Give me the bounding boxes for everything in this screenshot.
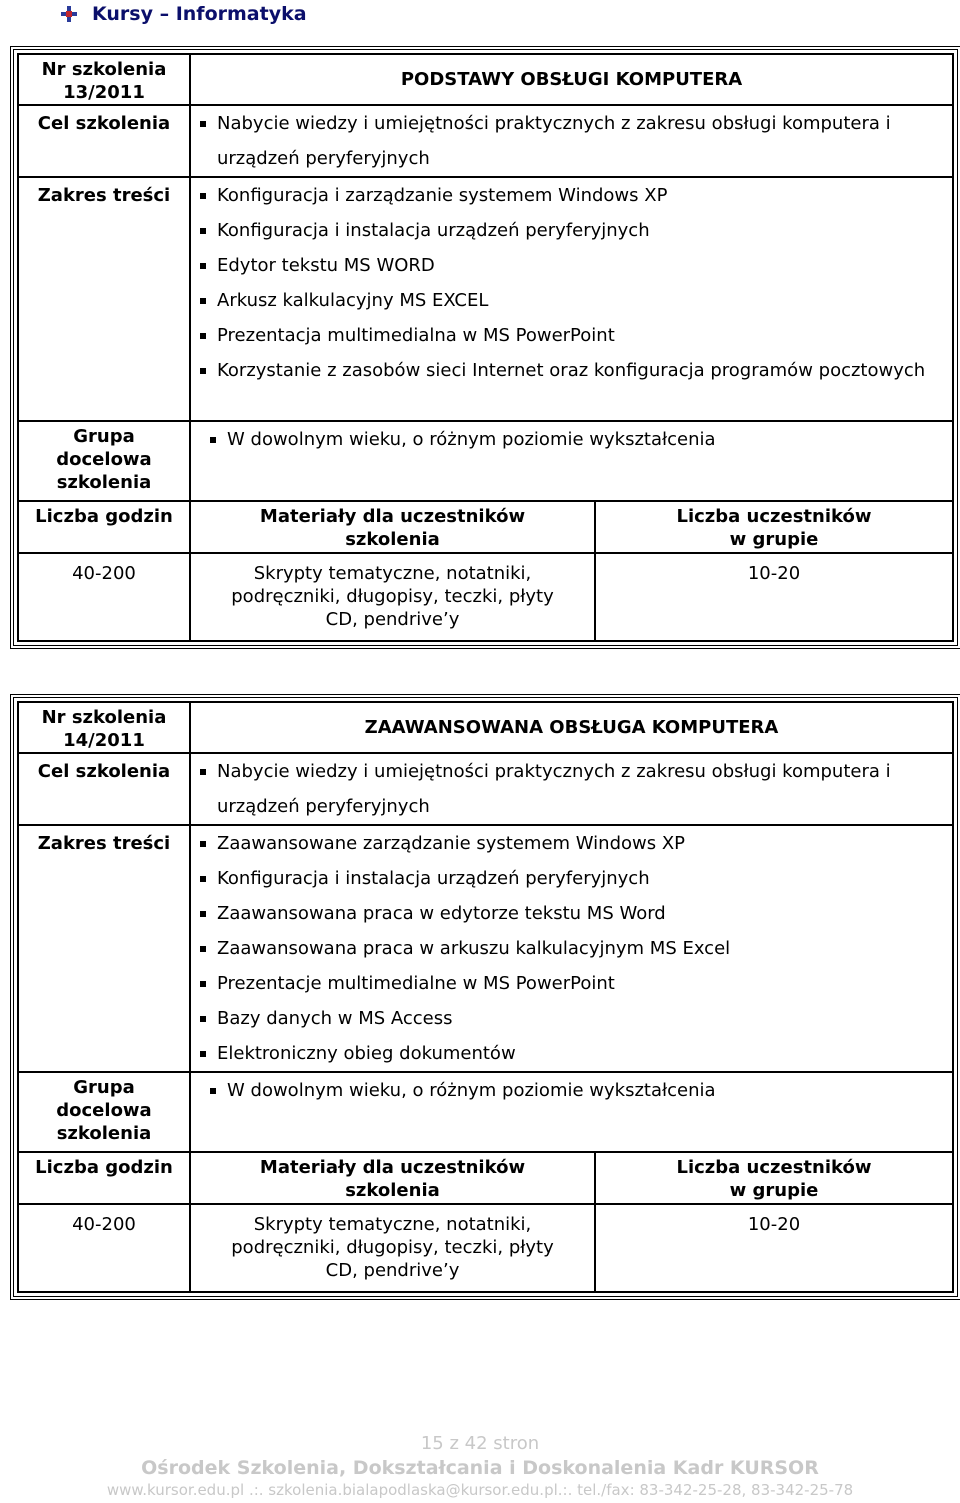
course-title: ZAAWANSOWANA OBSŁUGA KOMPUTERA (190, 702, 953, 753)
godziny-label: Liczba godzin (18, 501, 190, 553)
cel-item: Nabycie wiedzy i umiejętności praktycznych z zakresu obsługi komputera i urządzeń peryferyjnych (217, 106, 948, 176)
course-table-1 (10, 46, 960, 649)
zakres-item: Korzystanie z zasobów sieci Internet oraz konfiguracja programów pocztowych (217, 353, 948, 388)
grupa-cell (190, 421, 953, 501)
grupa-cell (190, 1072, 953, 1152)
uczestnicy-label: Liczba uczestników w grupie (595, 1152, 953, 1204)
nr-value: 14/2011 (63, 730, 145, 751)
zakres-label: Zakres treści (18, 825, 190, 1072)
zakres-item: Zaawansowane zarządzanie systemem Windows XP (217, 826, 948, 861)
page-number: 15 z 42 stron (420, 1433, 540, 1454)
zakres-cell (190, 177, 953, 421)
grupa-label: Grupa docelowa szkolenia (18, 421, 190, 501)
grupa-item: W dowolnym wieku, o różnym poziomie wykształcenia (227, 1073, 948, 1108)
zakres-item: Edytor tekstu MS WORD (217, 248, 948, 283)
godziny-value: 40-200 (18, 1204, 190, 1292)
nr-cell (18, 702, 190, 753)
materialy-value: Skrypty tematyczne, notatniki, podręczniki, długopisy, teczki, płyty CD, pendrive’y (190, 1204, 595, 1292)
plus-bullet-icon (60, 5, 78, 23)
zakres-label: Zakres treści (18, 177, 190, 421)
zakres-item: Bazy danych w MS Access (217, 1001, 948, 1036)
zakres-item: Prezentacje multimedialne w MS PowerPoint (217, 966, 948, 1001)
zakres-item: Konfiguracja i instalacja urządzeń peryferyjnych (217, 213, 948, 248)
cel-item: Nabycie wiedzy i umiejętności praktycznych z zakresu obsługi komputera i urządzeń peryferyjnych (217, 754, 948, 824)
zakres-item: Konfiguracja i zarządzanie systemem Windows XP (217, 178, 948, 213)
nr-value: 13/2011 (63, 82, 145, 103)
godziny-label: Liczba godzin (18, 1152, 190, 1204)
materialy-value: Skrypty tematyczne, notatniki, podręczniki, długopisy, teczki, płyty CD, pendrive’y (190, 553, 595, 641)
course-title: PODSTAWY OBSŁUGI KOMPUTERA (190, 54, 953, 105)
cel-label: Cel szkolenia (18, 753, 190, 825)
materialy-label: Materiały dla uczestników szkolenia (190, 1152, 595, 1204)
materialy-label: Materiały dla uczestników szkolenia (190, 501, 595, 553)
cel-cell (190, 105, 953, 177)
zakres-item: Konfiguracja i instalacja urządzeń peryferyjnych (217, 861, 948, 896)
zakres-cell (190, 825, 953, 1072)
page-heading-text: Kursy – Informatyka (92, 3, 307, 25)
uczestnicy-value: 10-20 (595, 553, 953, 641)
cel-label: Cel szkolenia (18, 105, 190, 177)
footer-contact: www.kursor.edu.pl .:. szkolenia.bialapodlaska@kursor.edu.pl.:. tel./fax: 83-342-25-28, 83-342-25-78 (106, 1481, 854, 1499)
nr-cell (18, 54, 190, 105)
footer-org: Ośrodek Szkolenia, Dokształcania i Doskonalenia Kadr KURSOR (141, 1457, 819, 1479)
zakres-item: Elektroniczny obieg dokumentów (217, 1036, 948, 1071)
grupa-item: W dowolnym wieku, o różnym poziomie wykształcenia (227, 422, 948, 457)
nr-label: Nr szkolenia (41, 59, 167, 80)
grupa-label: Grupa docelowa szkolenia (18, 1072, 190, 1152)
uczestnicy-value: 10-20 (595, 1204, 953, 1292)
godziny-value: 40-200 (18, 553, 190, 641)
zakres-item: Zaawansowana praca w edytorze tekstu MS Word (217, 896, 948, 931)
zakres-item: Arkusz kalkulacyjny MS EXCEL (217, 283, 948, 318)
zakres-item: Prezentacja multimedialna w MS PowerPoint (217, 318, 948, 353)
cel-cell (190, 753, 953, 825)
page-heading (60, 0, 307, 28)
uczestnicy-label: Liczba uczestników w grupie (595, 501, 953, 553)
nr-label: Nr szkolenia (41, 707, 167, 728)
zakres-item: Zaawansowana praca w arkuszu kalkulacyjnym MS Excel (217, 931, 948, 966)
course-table-2 (10, 694, 960, 1300)
